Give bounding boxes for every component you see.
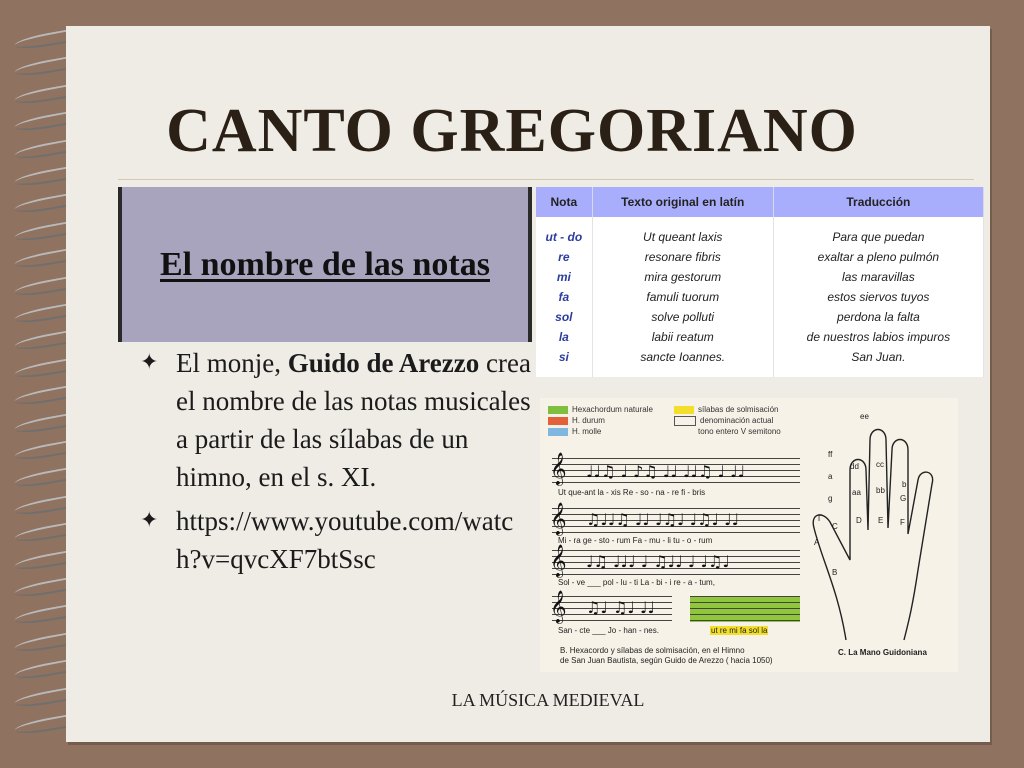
note-cell: ut - do: [545, 230, 583, 244]
note-icon: ♫♩♩♫ ♩♩ ♩♫♩ ♩♫♩ ♩♩: [586, 510, 740, 529]
bullet-star-icon: ✦: [140, 508, 159, 533]
lyrics-line: Ut que-ant la - xis Re - so - na - re fi - bris: [558, 488, 706, 497]
note-icon: ♩♫ ♩♩♩ ♩ ♫♩♩ ♩ ♩♫♩: [586, 552, 730, 571]
lyrics-line: Sol - ve ___ pol - lu - ti La - bi - i re - a - tum,: [558, 578, 715, 587]
music-staff: [550, 452, 800, 485]
treble-clef-icon: 𝄞: [550, 502, 567, 535]
latin-cell: solve polluti: [651, 310, 715, 324]
bullet-list: [140, 344, 532, 584]
note-icon: ♩♩♫ ♩ ♪♫ ♩♩ ♩♩♫ ♩ ♩♩: [586, 462, 746, 481]
legend-swatch: [548, 406, 568, 414]
note-cell: re: [558, 250, 570, 264]
note-icon: ♫♩ ♫♩ ♩♩: [586, 598, 656, 617]
music-staff: [550, 502, 800, 535]
translation-cell: las maravillas: [842, 270, 915, 284]
legend-label: H. durum: [572, 416, 605, 425]
table-header-traduccion: Traducción: [773, 187, 983, 217]
treble-clef-icon: 𝄞: [550, 544, 567, 577]
latin-cell: resonare fibris: [644, 250, 721, 264]
note-cell: si: [558, 350, 569, 364]
slide-subtitle: El nombre de las notas: [160, 245, 490, 283]
figure-legend-right: [674, 404, 781, 437]
subtitle-box: [118, 187, 532, 342]
notes-table: [536, 187, 984, 377]
latin-cell: labii reatum: [651, 330, 714, 344]
legend-swatch: [674, 428, 694, 436]
solfege-syllables: ut re mi fa sol la: [711, 626, 768, 635]
table-header-nota: Nota: [536, 187, 592, 217]
figure-caption-b: B. Hexacordo y sílabas de solmisación, en el Himno de San Juan Bautista, según Guido de Arezzo ( hacia 1050): [560, 646, 773, 665]
note-cell: sol: [555, 310, 573, 324]
translation-column: [773, 217, 983, 377]
legend-swatch: [674, 416, 696, 426]
table-header-latin: Texto original en latín: [592, 187, 773, 217]
translation-cell: perdona la falta: [837, 310, 920, 324]
figure-legend-left: [548, 404, 653, 437]
note-cell: mi: [556, 270, 571, 284]
bullet-text-suffix: crea el nombre de las notas musicales a partir de las sílabas de un himno, en el s. XI.: [176, 348, 531, 492]
legend-label: H. molle: [572, 427, 602, 436]
legend-label: denominación actual: [700, 416, 774, 425]
notes-column: [536, 217, 592, 377]
hand-labels: ee dd cc ff aa bb b a g G F E D C B A Γ: [814, 412, 907, 577]
legend-swatch: [548, 428, 568, 436]
bullet-item-link: [140, 502, 532, 578]
figure-caption-c: C. La Mano Guidoniana: [838, 648, 927, 657]
bullet-text-bold: Guido de Arezzo: [287, 348, 480, 378]
legend-label: sílabas de solmisación: [698, 405, 779, 414]
latin-cell: mira gestorum: [644, 270, 722, 284]
music-staff: [550, 590, 672, 623]
music-figure: [540, 398, 958, 672]
legend-swatch: [548, 417, 568, 425]
legend-label: tono entero V semitono: [698, 427, 781, 436]
latin-cell: sancte Ioannes.: [640, 350, 726, 364]
treble-clef-icon: 𝄞: [550, 590, 567, 623]
legend-swatch: [674, 406, 694, 414]
bullet-star-icon: ✦: [140, 350, 159, 375]
hexachord-staff: [690, 596, 800, 622]
note-cell: fa: [558, 290, 570, 304]
title-divider: [118, 179, 974, 180]
translation-cell: estos siervos tuyos: [827, 290, 930, 304]
youtube-link[interactable]: https://www.youtube.com/watch?v=qvcXF7btSsc: [176, 506, 514, 574]
treble-clef-icon: 𝄞: [550, 452, 567, 485]
legend-label: Hexachordum naturale: [572, 405, 653, 414]
note-cell: la: [558, 330, 569, 344]
slide-title: CANTO GREGORIANO: [166, 97, 858, 165]
latin-column: [592, 217, 773, 377]
music-staff: [550, 544, 800, 577]
lyrics-line: Mi - ra ge - sto - rum Fa - mu - li tu - o - rum: [558, 536, 713, 545]
translation-cell: exaltar a pleno pulmón: [817, 250, 940, 264]
latin-cell: Ut queant laxis: [643, 230, 723, 244]
latin-cell: famuli tuorum: [646, 290, 720, 304]
lyrics-line: San - cte ___ Jo - han - nes.: [558, 626, 659, 635]
slide-footer: LA MÚSICA MEDIEVAL: [451, 690, 645, 710]
translation-cell: San Juan.: [851, 350, 906, 364]
bullet-text-prefix: El monje,: [176, 348, 288, 378]
translation-cell: Para que puedan: [832, 230, 925, 244]
translation-cell: de nuestros labios impuros: [806, 330, 951, 344]
bullet-item-guido: [140, 344, 532, 496]
